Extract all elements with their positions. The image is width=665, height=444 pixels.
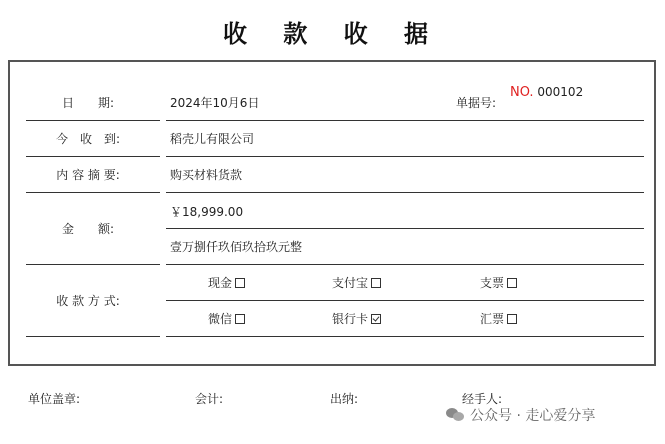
payment-option-cash[interactable]	[208, 276, 245, 290]
receipt-no-prefix: NO.	[510, 85, 534, 100]
option-label: 微信	[208, 312, 233, 326]
option-label: 银行卡	[332, 312, 369, 326]
option-label: 现金	[208, 276, 233, 290]
payment-option-cheque[interactable]	[480, 276, 517, 290]
payment-option-draft[interactable]	[480, 312, 517, 326]
amount-label: 金 额:	[61, 222, 115, 236]
row-divider	[166, 300, 644, 301]
payment-method-label: 收 款 方 式:	[56, 294, 120, 308]
summary-value: 购买材料货款	[170, 168, 243, 182]
date-value: 2024年10月6日	[170, 96, 260, 110]
checkbox-cash[interactable]	[235, 278, 245, 288]
received-from-label: 今 收 到:	[55, 132, 121, 146]
row-divider	[166, 156, 644, 157]
checkbox-draft[interactable]	[507, 314, 517, 324]
checkbox-cheque[interactable]	[507, 278, 517, 288]
row-divider	[26, 336, 160, 337]
receipt-no-label: 单据号:	[456, 96, 497, 110]
receipt-no	[510, 85, 583, 100]
amount-numeric: ￥18,999.00	[170, 205, 244, 219]
receipt-no-value: 000102	[537, 85, 584, 99]
row-divider	[26, 264, 160, 265]
row-divider	[166, 336, 644, 337]
row-divider	[26, 192, 160, 193]
option-label: 支票	[480, 276, 505, 290]
summary-label: 内 容 摘 要:	[56, 168, 120, 182]
row-divider	[166, 192, 644, 193]
payment-option-bank-card[interactable]	[332, 312, 381, 326]
watermark	[446, 405, 595, 425]
checkbox-bank-card[interactable]	[371, 314, 381, 324]
row-divider	[166, 264, 644, 265]
seal-label: 单位盖章:	[28, 392, 81, 406]
handler-label: 经手人:	[462, 392, 503, 406]
payment-option-wechat[interactable]	[208, 312, 245, 326]
wechat-icon	[446, 408, 464, 422]
amount-words: 壹万捌仟玖佰玖拾玖元整	[170, 240, 303, 254]
accountant-label: 会计:	[195, 392, 224, 406]
received-from-value: 稻壳儿有限公司	[170, 132, 255, 146]
row-divider	[26, 156, 160, 157]
row-divider	[166, 120, 644, 121]
payment-option-alipay[interactable]	[332, 276, 381, 290]
checkbox-alipay[interactable]	[371, 278, 381, 288]
receipt-frame	[8, 60, 656, 366]
option-label: 汇票	[480, 312, 505, 326]
row-divider	[26, 120, 160, 121]
cashier-label: 出纳:	[330, 392, 359, 406]
checkbox-wechat[interactable]	[235, 314, 245, 324]
watermark-text: 公众号 · 走心爱分享	[470, 408, 596, 424]
receipt-title: 收 款 收 据	[222, 20, 443, 48]
option-label: 支付宝	[332, 276, 369, 290]
date-label: 日 期:	[61, 96, 115, 110]
row-divider	[166, 228, 644, 229]
